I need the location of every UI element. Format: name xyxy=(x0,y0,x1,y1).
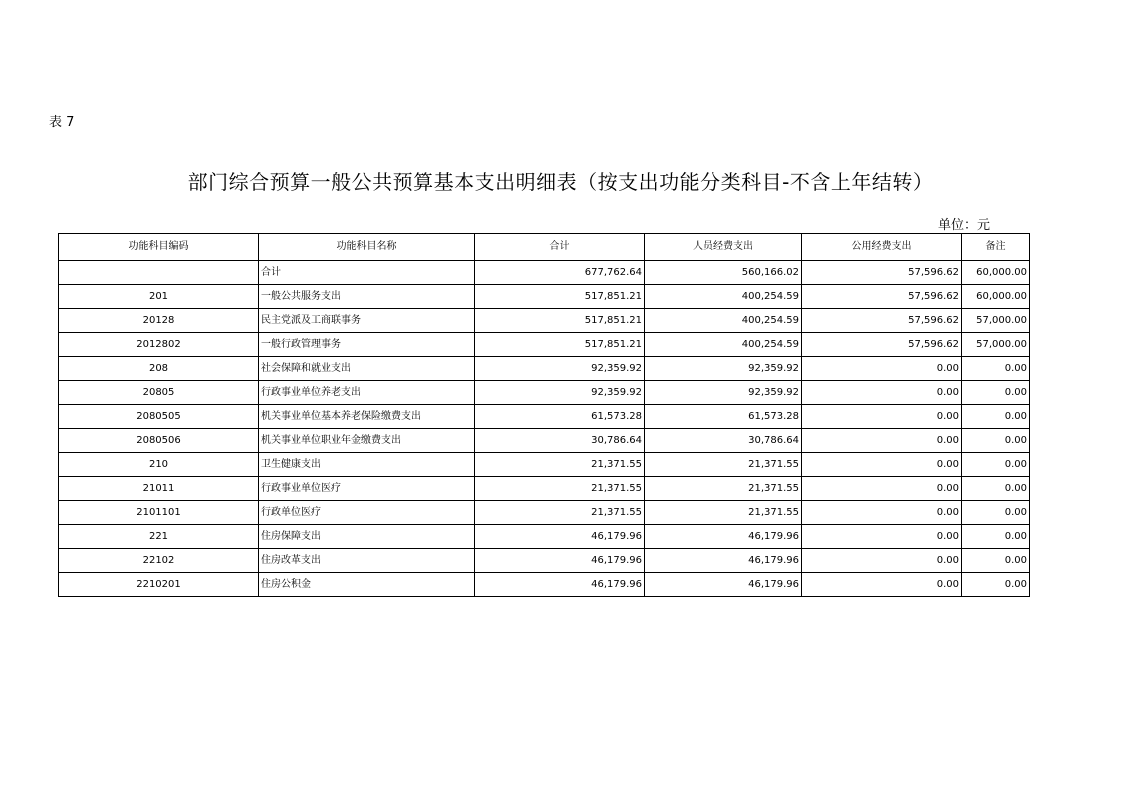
cell-total: 677,762.64 xyxy=(475,261,645,285)
cell-code: 210 xyxy=(59,453,259,477)
cell-personnel: 21,371.55 xyxy=(645,477,802,501)
cell-name: 机关事业单位职业年金缴费支出 xyxy=(259,429,475,453)
cell-code: 2080506 xyxy=(59,429,259,453)
cell-total: 92,359.92 xyxy=(475,381,645,405)
cell-public: 57,596.62 xyxy=(802,285,962,309)
cell-name: 一般行政管理事务 xyxy=(259,333,475,357)
table-row xyxy=(59,525,1030,549)
table-row xyxy=(59,573,1030,597)
cell-public: 0.00 xyxy=(802,429,962,453)
cell-total: 30,786.64 xyxy=(475,429,645,453)
table-row xyxy=(59,405,1030,429)
cell-note: 0.00 xyxy=(962,573,1030,597)
cell-total: 46,179.96 xyxy=(475,525,645,549)
cell-note: 0.00 xyxy=(962,525,1030,549)
table-row xyxy=(59,501,1030,525)
cell-public: 0.00 xyxy=(802,549,962,573)
cell-name: 民主党派及工商联事务 xyxy=(259,309,475,333)
cell-code: 2080505 xyxy=(59,405,259,429)
cell-public: 57,596.62 xyxy=(802,309,962,333)
cell-code: 2101101 xyxy=(59,501,259,525)
table-row xyxy=(59,357,1030,381)
cell-name: 卫生健康支出 xyxy=(259,453,475,477)
cell-personnel: 400,254.59 xyxy=(645,333,802,357)
cell-name: 一般公共服务支出 xyxy=(259,285,475,309)
cell-public: 0.00 xyxy=(802,381,962,405)
header-personnel: 人员经费支出 xyxy=(645,234,802,261)
table-row xyxy=(59,453,1030,477)
cell-code xyxy=(59,261,259,285)
budget-table xyxy=(58,233,1030,597)
cell-personnel: 92,359.92 xyxy=(645,357,802,381)
cell-personnel: 21,371.55 xyxy=(645,501,802,525)
cell-note: 0.00 xyxy=(962,549,1030,573)
cell-public: 0.00 xyxy=(802,501,962,525)
cell-name: 机关事业单位基本养老保险缴费支出 xyxy=(259,405,475,429)
cell-total: 517,851.21 xyxy=(475,285,645,309)
cell-public: 57,596.62 xyxy=(802,333,962,357)
cell-note: 0.00 xyxy=(962,381,1030,405)
cell-note: 57,000.00 xyxy=(962,309,1030,333)
cell-name: 行政事业单位养老支出 xyxy=(259,381,475,405)
table-row xyxy=(59,333,1030,357)
cell-public: 0.00 xyxy=(802,357,962,381)
cell-total: 517,851.21 xyxy=(475,333,645,357)
cell-note: 0.00 xyxy=(962,429,1030,453)
cell-code: 20805 xyxy=(59,381,259,405)
cell-note: 57,000.00 xyxy=(962,333,1030,357)
cell-code: 20128 xyxy=(59,309,259,333)
table-number: 表 7 xyxy=(49,115,75,130)
cell-code: 21011 xyxy=(59,477,259,501)
cell-name: 住房改革支出 xyxy=(259,549,475,573)
cell-personnel: 21,371.55 xyxy=(645,453,802,477)
cell-total: 21,371.55 xyxy=(475,477,645,501)
cell-public: 0.00 xyxy=(802,453,962,477)
cell-personnel: 46,179.96 xyxy=(645,549,802,573)
cell-note: 0.00 xyxy=(962,453,1030,477)
cell-note: 0.00 xyxy=(962,477,1030,501)
cell-code: 208 xyxy=(59,357,259,381)
unit-label: 单位：元 xyxy=(938,218,991,233)
cell-total: 517,851.21 xyxy=(475,309,645,333)
cell-total: 46,179.96 xyxy=(475,573,645,597)
cell-total: 92,359.92 xyxy=(475,357,645,381)
cell-personnel: 30,786.64 xyxy=(645,429,802,453)
cell-note: 60,000.00 xyxy=(962,285,1030,309)
table-row xyxy=(59,429,1030,453)
cell-note: 0.00 xyxy=(962,501,1030,525)
header-name: 功能科目名称 xyxy=(259,234,475,261)
cell-name: 合计 xyxy=(259,261,475,285)
cell-public: 0.00 xyxy=(802,525,962,549)
header-code: 功能科目编码 xyxy=(59,234,259,261)
cell-code: 2210201 xyxy=(59,573,259,597)
cell-code: 2012802 xyxy=(59,333,259,357)
cell-name: 住房公积金 xyxy=(259,573,475,597)
cell-total: 61,573.28 xyxy=(475,405,645,429)
cell-note: 60,000.00 xyxy=(962,261,1030,285)
cell-personnel: 400,254.59 xyxy=(645,309,802,333)
header-row xyxy=(59,234,1030,261)
page-title: 部门综合预算一般公共预算基本支出明细表（按支出功能分类科目-不含上年结转） xyxy=(187,170,934,194)
cell-name: 社会保障和就业支出 xyxy=(259,357,475,381)
header-note: 备注 xyxy=(962,234,1030,261)
cell-personnel: 46,179.96 xyxy=(645,573,802,597)
cell-public: 0.00 xyxy=(802,573,962,597)
table-row xyxy=(59,477,1030,501)
cell-code: 22102 xyxy=(59,549,259,573)
cell-total: 46,179.96 xyxy=(475,549,645,573)
table-row xyxy=(59,261,1030,285)
cell-code: 221 xyxy=(59,525,259,549)
cell-personnel: 560,166.02 xyxy=(645,261,802,285)
cell-name: 行政单位医疗 xyxy=(259,501,475,525)
cell-total: 21,371.55 xyxy=(475,501,645,525)
cell-public: 0.00 xyxy=(802,477,962,501)
cell-personnel: 400,254.59 xyxy=(645,285,802,309)
cell-total: 21,371.55 xyxy=(475,453,645,477)
cell-note: 0.00 xyxy=(962,357,1030,381)
table-row xyxy=(59,309,1030,333)
cell-name: 行政事业单位医疗 xyxy=(259,477,475,501)
header-public: 公用经费支出 xyxy=(802,234,962,261)
cell-public: 57,596.62 xyxy=(802,261,962,285)
table-row xyxy=(59,381,1030,405)
cell-personnel: 92,359.92 xyxy=(645,381,802,405)
header-total: 合计 xyxy=(475,234,645,261)
cell-name: 住房保障支出 xyxy=(259,525,475,549)
cell-note: 0.00 xyxy=(962,405,1030,429)
cell-personnel: 61,573.28 xyxy=(645,405,802,429)
table-row xyxy=(59,549,1030,573)
cell-code: 201 xyxy=(59,285,259,309)
cell-personnel: 46,179.96 xyxy=(645,525,802,549)
table-row xyxy=(59,285,1030,309)
cell-public: 0.00 xyxy=(802,405,962,429)
